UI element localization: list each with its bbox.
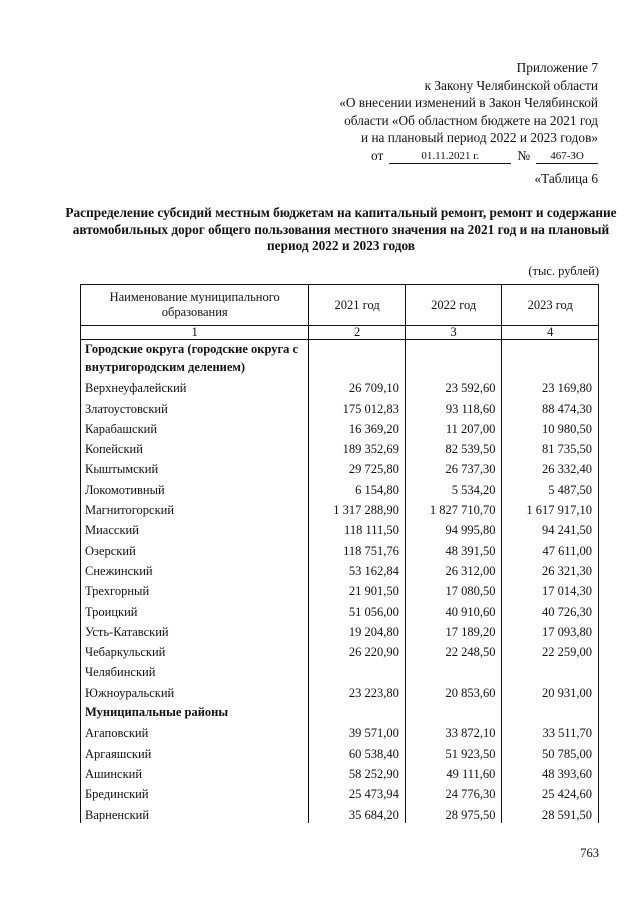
value-2021: 118 111,50 [309,518,406,538]
value-2021: 39 571,00 [309,721,406,741]
value-2022: 82 539,50 [405,437,502,457]
value-2022: 17 080,50 [405,579,502,599]
table-row [81,457,599,477]
value-2021: 26 709,10 [309,376,406,396]
municipality-name: Верхнеуфалейский [81,376,309,396]
value-2022: 49 111,60 [405,762,502,782]
value-2023: 94 241,50 [502,518,599,538]
municipality-name: Южноуральский [81,680,309,700]
municipality-name: Миасский [81,518,309,538]
table-row [81,721,599,741]
table-row [81,599,599,619]
table-row [81,477,599,497]
value-2022: 94 995,80 [405,518,502,538]
section-title: Городские округа (городские округа с внутригородским делением) [81,340,309,377]
value-2023: 25 424,60 [502,782,599,802]
value-2021: 35 684,20 [309,802,406,822]
units-note: (тыс. рублей) [528,264,599,278]
value-2022: 20 853,60 [405,680,502,700]
value-2021: 51 056,00 [309,599,406,619]
table-body [81,340,599,823]
value-2023: 40 726,30 [502,599,599,619]
value-2023: 20 931,00 [502,680,599,700]
empty-cell [502,340,599,377]
value-2021: 53 162,84 [309,559,406,579]
municipality-name: Брединский [81,782,309,802]
column-index: 3 [405,326,502,340]
municipality-name: Варненский [81,802,309,822]
table-row [81,417,599,437]
law-date: 01.11.2021 г. [389,149,511,164]
value-2023: 26 332,40 [502,457,599,477]
empty-cell [309,701,406,721]
table-row [81,538,599,558]
table-row [81,640,599,660]
document-title: Распределение субсидий местным бюджетам на капитальный ремонт, ремонт и содержание автомобильных дорог общего пользования местного значения на 2021 год и на плановый период 2022 и 2023 годов [65,205,617,253]
section-title: Муниципальные районы [81,701,309,721]
value-2021: 6 154,80 [309,477,406,497]
number-label: № [517,147,530,163]
table-row [81,762,599,782]
municipality-name: Троицкий [81,599,309,619]
value-2021: 118 751,76 [309,538,406,558]
value-2023: 81 735,50 [502,437,599,457]
value-2021: 25 473,94 [309,782,406,802]
column-header-name: Наименование муниципального образования [81,285,309,326]
municipality-name: Карабашский [81,417,309,437]
value-2023: 10 980,50 [502,417,599,437]
table-row [81,620,599,640]
value-2022: 51 923,50 [405,741,502,761]
value-2023: 1 617 917,10 [502,498,599,518]
header-line: и на плановый период 2022 и 2023 годов» [361,130,598,145]
value-2023: 50 785,00 [502,741,599,761]
value-2023: 22 259,00 [502,640,599,660]
table-row [81,498,599,518]
table-row [81,518,599,538]
value-2023: 26 321,30 [502,559,599,579]
empty-cell [502,701,599,721]
empty-cell [405,701,502,721]
municipality-name: Копейский [81,437,309,457]
table-row [81,559,599,579]
value-2022: 28 975,50 [405,802,502,822]
table-note: «Таблица 6 [534,171,598,186]
value-2023: 48 393,60 [502,762,599,782]
value-2023: 5 487,50 [502,477,599,497]
empty-cell [309,340,406,377]
value-2022: 40 910,60 [405,599,502,619]
law-date-number [371,147,598,165]
column-index: 4 [502,326,599,340]
value-2021: 175 012,83 [309,396,406,416]
municipality-name: Чебаркульский [81,640,309,660]
value-2021: 1 317 288,90 [309,498,406,518]
column-index: 2 [309,326,406,340]
law-number: 467-ЗО [536,149,598,164]
municipality-name: Аргаяшский [81,741,309,761]
value-2023: 23 169,80 [502,376,599,396]
header-line: к Закону Челябинской области [424,77,598,93]
value-2023 [502,660,599,680]
value-2021: 26 220,90 [309,640,406,660]
table-row [81,579,599,599]
column-header-2023: 2023 год [502,285,599,326]
value-2021: 23 223,80 [309,680,406,700]
municipality-name: Снежинский [81,559,309,579]
municipality-name: Озерский [81,538,309,558]
column-header-2022: 2022 год [405,285,502,326]
header-line: «О внесении изменений в Закон Челябинской [339,95,598,110]
municipality-name: Магнитогорский [81,498,309,518]
header-line: Приложение 7 [516,60,598,75]
section-row [81,701,599,721]
table-row [81,741,599,761]
value-2022: 11 207,00 [405,417,502,437]
header-line: области «Об областном бюджете на 2021 год [344,112,598,128]
value-2022: 22 248,50 [405,640,502,660]
value-2023: 88 474,30 [502,396,599,416]
municipality-name: Агаповский [81,721,309,741]
value-2022 [405,660,502,680]
empty-cell [405,340,502,377]
municipality-name: Трехгорный [81,579,309,599]
table-row [81,396,599,416]
ot-label: от [371,147,384,163]
table-row [81,802,599,822]
value-2023: 17 014,30 [502,579,599,599]
municipality-name: Локомотивный [81,477,309,497]
value-2021 [309,660,406,680]
value-2023: 47 611,00 [502,538,599,558]
value-2022: 26 737,30 [405,457,502,477]
value-2022: 5 534,20 [405,477,502,497]
municipality-name: Кыштымский [81,457,309,477]
table-header-row [81,285,599,326]
column-header-2021: 2021 год [309,285,406,326]
value-2022: 23 592,60 [405,376,502,396]
section-row [81,340,599,377]
table-row [81,376,599,396]
value-2021: 60 538,40 [309,741,406,761]
table-row [81,680,599,700]
column-index-row [81,326,599,340]
value-2023: 17 093,80 [502,620,599,640]
value-2023: 28 591,50 [502,802,599,822]
value-2021: 189 352,69 [309,437,406,457]
value-2022: 24 776,30 [405,782,502,802]
value-2022: 48 391,50 [405,538,502,558]
value-2022: 33 872,10 [405,721,502,741]
value-2022: 17 189,20 [405,620,502,640]
value-2021: 19 204,80 [309,620,406,640]
table-row [81,660,599,680]
appendix-header [339,59,598,164]
value-2022: 1 827 710,70 [405,498,502,518]
table-row [81,437,599,457]
municipality-name: Усть-Катавский [81,620,309,640]
page-number: 763 [580,846,599,860]
value-2021: 58 252,90 [309,762,406,782]
value-2022: 26 312,00 [405,559,502,579]
value-2022: 93 118,60 [405,396,502,416]
subsidy-table [80,284,599,823]
municipality-name: Челябинский [81,660,309,680]
value-2021: 16 369,20 [309,417,406,437]
municipality-name: Ашинский [81,762,309,782]
column-index: 1 [81,326,309,340]
table-row [81,782,599,802]
value-2021: 29 725,80 [309,457,406,477]
value-2023: 33 511,70 [502,721,599,741]
municipality-name: Златоустовский [81,396,309,416]
value-2021: 21 901,50 [309,579,406,599]
